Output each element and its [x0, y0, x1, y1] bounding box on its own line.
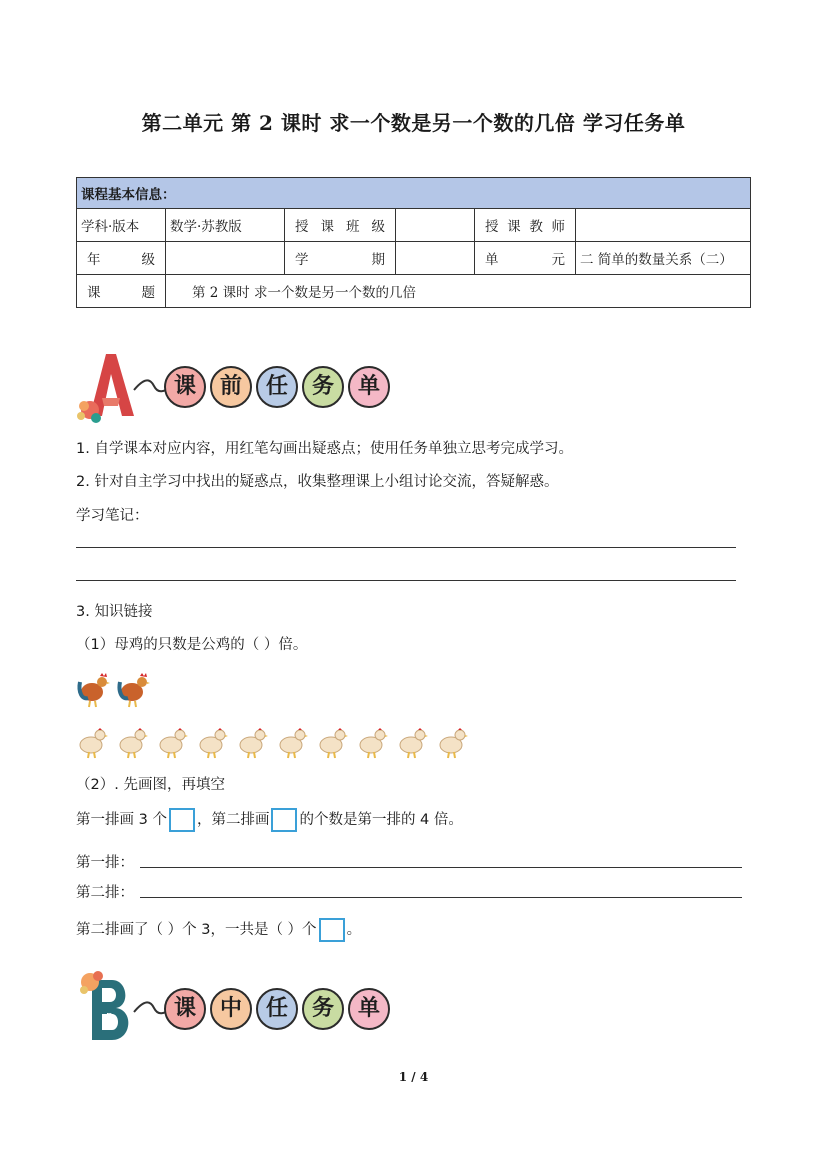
- q2-fill-text: 第二排画了（ ）个 3，一共是（ ）个: [76, 922, 317, 938]
- q2-text-b: ，第二排画: [196, 812, 270, 828]
- banner-a-char-3: 任: [256, 366, 298, 408]
- row-2-label: 第二排：: [76, 885, 134, 901]
- task-3-heading: 3. 知识链接: [76, 604, 153, 620]
- banner-a-char-1: 课: [164, 366, 206, 408]
- question-2-instruction: [76, 808, 463, 832]
- hen-icon: [236, 724, 270, 760]
- notes-line-1[interactable]: [76, 547, 736, 548]
- banner-a-char-4: 务: [302, 366, 344, 408]
- row-2-drawing-line[interactable]: [140, 896, 742, 898]
- rooster-icon: [76, 672, 110, 708]
- unit-label: 单 元: [475, 242, 576, 275]
- hen-icon: [116, 724, 150, 760]
- task-1-text: 1. 自学课本对应内容，用红笔勾画出疑惑点；使用任务单独立思考完成学习。: [76, 441, 573, 457]
- hen-icon: [156, 724, 190, 760]
- unit-value: 二 简单的数量关系（二）: [576, 242, 751, 275]
- square-shape-icon: [271, 808, 297, 832]
- term-label: 学 期: [285, 242, 396, 275]
- hen-icon: [196, 724, 230, 760]
- row-1-drawing-line[interactable]: [140, 866, 742, 868]
- subject-label: 学科·版本: [77, 209, 166, 242]
- banner-b-char-2: 中: [210, 988, 252, 1030]
- q2-text-a: 第一排画 3 个: [76, 812, 167, 828]
- class-label: 授课班级: [285, 209, 396, 242]
- hen-icon: [396, 724, 430, 760]
- q2-text-c: 的个数是第一排的 4 倍。: [299, 812, 463, 828]
- hen-icon: [76, 724, 110, 760]
- grade-label: 年 级: [77, 242, 166, 275]
- in-class-task-banner: [76, 970, 416, 1050]
- hen-icon: [316, 724, 350, 760]
- hen-icon: [436, 724, 470, 760]
- letter-a-floral-icon: [76, 348, 140, 428]
- course-info-table: [76, 177, 751, 308]
- question-2-heading: （2）. 先画图，再填空: [76, 777, 225, 793]
- question-1-text: （1）母鸡的只数是公鸡的（ ）倍。: [76, 637, 308, 653]
- banner-b-char-3: 任: [256, 988, 298, 1030]
- class-value[interactable]: [396, 209, 475, 242]
- subject-value: 数学·苏教版: [166, 209, 285, 242]
- hen-icon: [356, 724, 390, 760]
- square-shape-icon: [169, 808, 195, 832]
- pre-class-task-banner: [76, 348, 416, 428]
- letter-b-floral-icon: [76, 970, 140, 1050]
- q2-fill-end: 。: [346, 922, 362, 938]
- topic-value: 第 2 课时 求一个数是另一个数的几倍: [166, 275, 751, 308]
- banner-a-letter: A: [106, 390, 113, 401]
- banner-b-char-5: 单: [348, 988, 390, 1030]
- banner-a-char-2: 前: [210, 366, 252, 408]
- notes-line-2[interactable]: [76, 580, 736, 581]
- banner-b-letter: B: [106, 1012, 113, 1023]
- teacher-label: 授课教师: [475, 209, 576, 242]
- banner-a-char-5: 单: [348, 366, 390, 408]
- banner-b-char-1: 课: [164, 988, 206, 1030]
- square-shape-icon: [319, 918, 345, 942]
- question-2-fill: [76, 918, 361, 942]
- hen-icon: [276, 724, 310, 760]
- grade-value[interactable]: [166, 242, 285, 275]
- term-value[interactable]: [396, 242, 475, 275]
- topic-label: 课 题: [77, 275, 166, 308]
- task-2-text: 2. 针对自主学习中找出的疑惑点，收集整理课上小组讨论交流，答疑解惑。: [76, 474, 559, 490]
- teacher-value[interactable]: [576, 209, 751, 242]
- banner-b-char-4: 务: [302, 988, 344, 1030]
- course-info-header: 课程基本信息：: [77, 178, 751, 209]
- page-number: 1 / 4: [398, 1070, 429, 1084]
- rooster-icon: [116, 672, 150, 708]
- page-title: 第二单元 第 2 课时 求一个数是另一个数的几倍 学习任务单: [141, 111, 686, 135]
- row-1-label: 第一排：: [76, 855, 134, 871]
- notes-label: 学习笔记：: [76, 508, 149, 524]
